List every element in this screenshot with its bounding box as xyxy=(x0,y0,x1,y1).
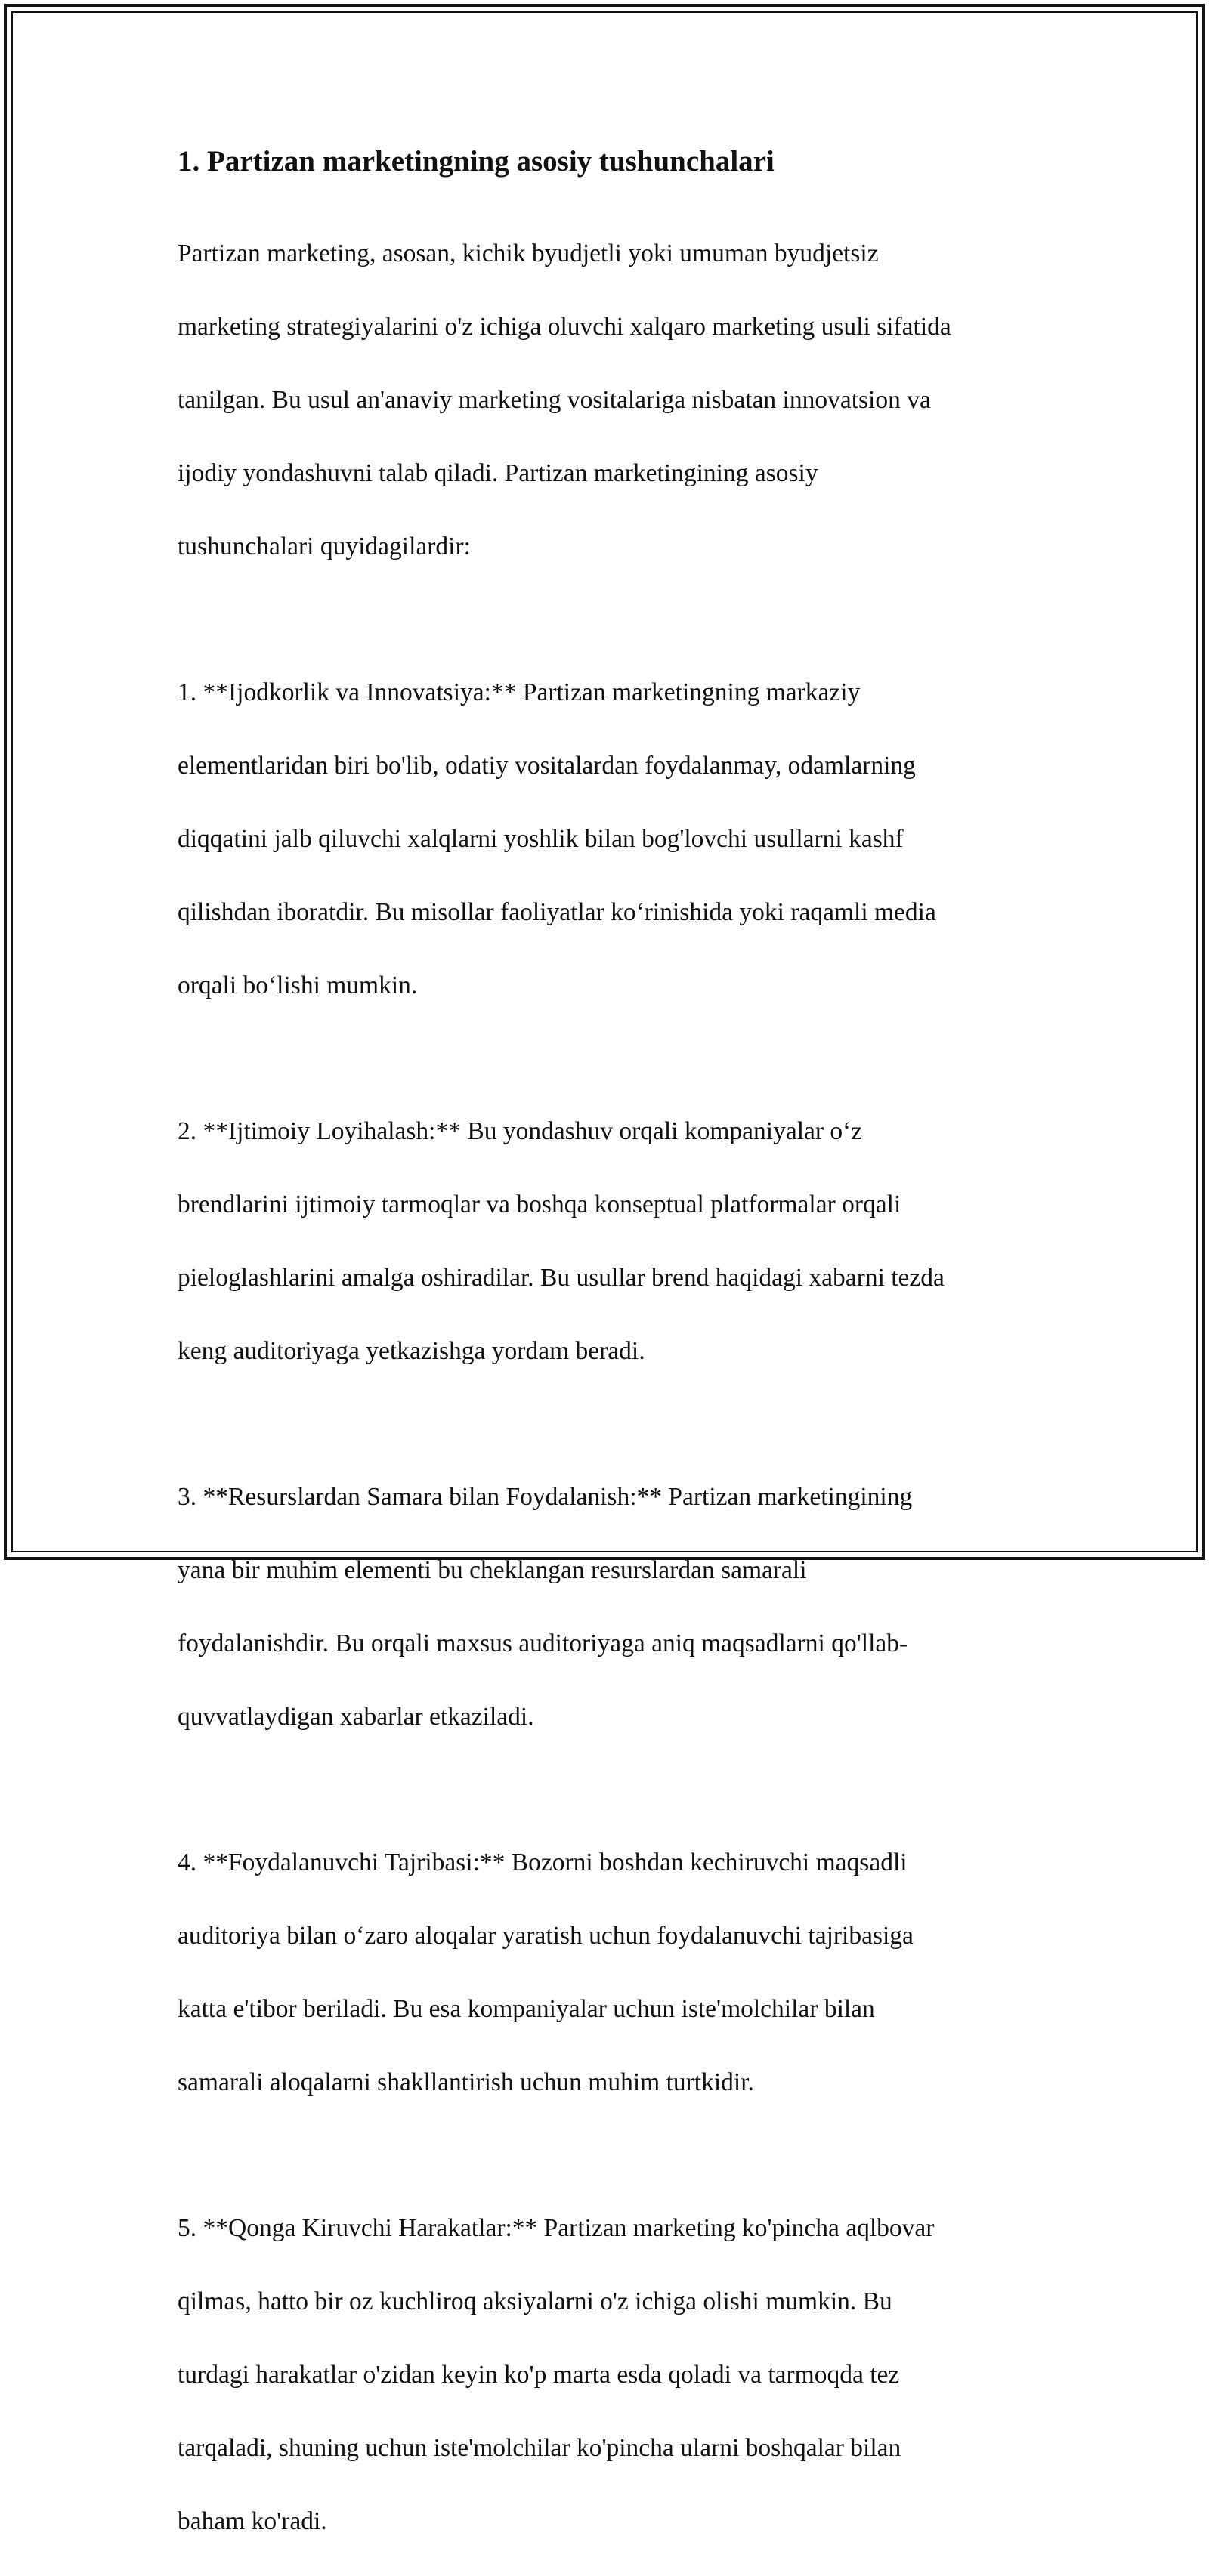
text-line: tushunchalari quyidagilardir: xyxy=(178,532,471,561)
intro-paragraph xyxy=(178,199,1031,601)
text-line: foydalanishdir. Bu orqali maxsus auditoriyaga aniq maqsadlarni qo'llab- xyxy=(178,1629,908,1657)
paragraph-spacer xyxy=(178,1040,1031,1076)
text-line: 1. **Ijodkorlik va Innovatsiya:** Partizan marketingning markaziy xyxy=(178,678,861,707)
text-line: orqali bo‘lishi mumkin. xyxy=(178,971,418,999)
text-line: marketing strategiyalarini o'z ichiga oluvchi xalqaro marketing usuli sifatida xyxy=(178,313,951,341)
list-item-3 xyxy=(178,1443,1031,1772)
text-line: 2. **Ijtimoiy Loyihalash:** Bu yondashuv orqali kompaniyalar o‘z xyxy=(178,1117,863,1146)
text-line: diqqatini jalb qiluvchi xalqlarni yoshlik bilan bog'lovchi usullarni kashf xyxy=(178,824,904,853)
text-line: keng auditoriyaga yetkazishga yordam beradi. xyxy=(178,1336,645,1365)
paragraph-spacer xyxy=(178,1406,1031,1442)
text-line: 4. **Foydalanuvchi Tajribasi:** Bozorni boshdan kechiruvchi maqsadli xyxy=(178,1849,908,1877)
text-line: turdagi harakatlar o'zidan keyin ko'p marta esda qoladi va tarmoqda tez xyxy=(178,2360,900,2389)
text-line: 5. **Qonga Kiruvchi Harakatlar:** Partizan marketing ko'pincha aqlbovar xyxy=(178,2214,935,2243)
paragraph-spacer xyxy=(178,1771,1031,1808)
paragraph-spacer xyxy=(178,601,1031,638)
text-line: katta e'tibor beriladi. Bu esa kompaniyalar uchun iste'molchilar bilan xyxy=(178,1994,875,2023)
document-body xyxy=(178,142,1031,2576)
text-line: brendlarini ijtimoiy tarmoqlar va boshqa konseptual platformalar orqali xyxy=(178,1190,901,1219)
text-line: 3. **Resurslardan Samara bilan Foydalanish:** Partizan marketingining xyxy=(178,1483,913,1512)
text-line: ijodiy yondashuvni talab qiladi. Partizan marketingining asosiy xyxy=(178,459,818,487)
text-line: Partizan marketing, asosan, kichik byudjetli yoki umuman byudjetsiz xyxy=(178,239,879,268)
text-line: tarqaladi, shuning uchun iste'molchilar ko'pincha ularni boshqalar bilan xyxy=(178,2433,901,2462)
text-line: qilmas, hatto bir oz kuchliroq aksiyalarni o'z ichiga olishi mumkin. Bu xyxy=(178,2287,892,2316)
text-line: yana bir muhim elementi bu cheklangan resurslardan samarali xyxy=(178,1555,807,1584)
text-line: auditoriya bilan o‘zaro aloqalar yaratish uchun foydalanuvchi tajribasiga xyxy=(178,1922,914,1951)
text-line: baham ko'radi. xyxy=(178,2507,327,2535)
text-line: pieloglashlarini amalga oshiradilar. Bu usullar brend haqidagi xabarni tezda xyxy=(178,1263,945,1292)
text-line: tanilgan. Bu usul an'anaviy marketing vositalariga nisbatan innovatsion va xyxy=(178,386,931,415)
text-line: qilishdan iboratdir. Bu misollar faoliyatlar ko‘rinishida yoki raqamli media xyxy=(178,897,936,926)
list-item-4 xyxy=(178,1808,1031,2138)
paragraph-spacer xyxy=(178,2137,1031,2173)
text-line: elementlaridan biri bo'lib, odatiy vositalardan foydalanmay, odamlarning xyxy=(178,752,916,780)
list-item-1 xyxy=(178,638,1031,1040)
section-heading: 1. Partizan marketingning asosiy tushunchalari xyxy=(178,145,775,178)
list-item-2 xyxy=(178,1077,1031,1407)
list-item-5 xyxy=(178,2174,1031,2576)
text-line: quvvatlaydigan xabarlar etkaziladi. xyxy=(178,1702,534,1731)
text-line: samarali aloqalarni shakllantirish uchun muhim turtkidir. xyxy=(178,2068,754,2096)
